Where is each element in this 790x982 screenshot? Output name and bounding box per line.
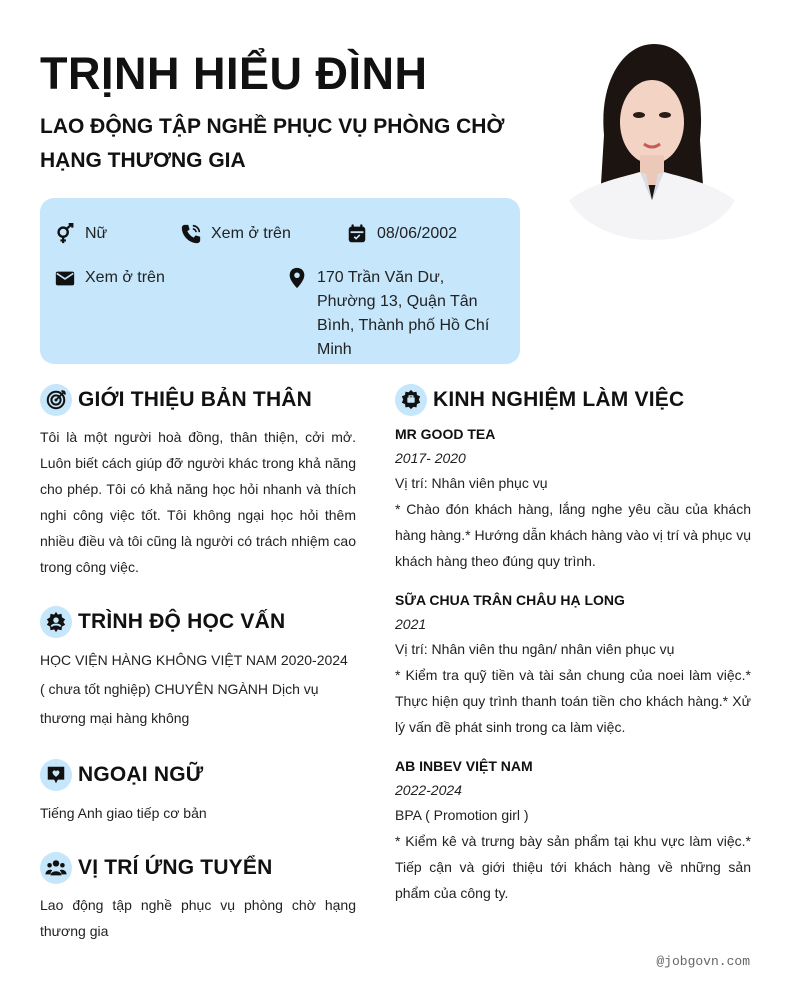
envelope-icon bbox=[54, 267, 76, 289]
job-company: MR GOOD TEA bbox=[395, 426, 496, 442]
location-pin-icon bbox=[286, 267, 308, 289]
footer-credit: @jobgovn.com bbox=[656, 954, 750, 969]
phone-item bbox=[180, 222, 291, 246]
language-section bbox=[40, 759, 356, 828]
email-item bbox=[54, 266, 165, 290]
chat-heart-icon bbox=[40, 759, 72, 791]
job-title: LAO ĐỘNG TẬP NGHỀ PHỤC VỤ PHÒNG CHỜ HẠNG THƯƠNG GIA bbox=[40, 115, 505, 172]
job-time: 2022-2024 bbox=[395, 782, 462, 798]
gender-item bbox=[54, 222, 107, 246]
job-time: 2017- 2020 bbox=[395, 450, 466, 466]
experience-heading: KINH NGHIỆM LÀM VIỆC bbox=[433, 388, 685, 411]
job-description: * Kiểm kê và trưng bày sản phẩm tại khu vực làm việc.* Tiếp cận và giới thiệu tới khách hàng về những sản phẩm của công ty. bbox=[395, 833, 751, 901]
job-role: Vị trí: Nhân viên phục vụ bbox=[395, 475, 548, 491]
gender-icon bbox=[54, 223, 76, 245]
profile-photo bbox=[564, 40, 740, 240]
work-badge-icon bbox=[395, 384, 427, 416]
target-icon bbox=[40, 384, 72, 416]
address-item bbox=[286, 266, 506, 362]
about-text: Tôi là một người hoà đồng, thân thiện, cởi mở. Luôn biết cách giúp đỡ người khác trong khả năng cho phép. Tôi có khả năng học hỏi nhanh và thích nghi công việc tốt. Tôi không ngại học hỏi thêm nhiều điều và tôi cũng là người có trách nhiệm cao trong công việc. bbox=[40, 429, 356, 575]
job-time: 2021 bbox=[395, 616, 427, 632]
birthday-value: 08/06/2002 bbox=[377, 225, 458, 242]
position-heading: VỊ TRÍ ỨNG TUYỂN bbox=[78, 856, 273, 879]
candidate-name: TRỊNH HIỂU ĐÌNH bbox=[40, 48, 428, 99]
people-icon bbox=[40, 852, 72, 884]
contact-info-box bbox=[40, 198, 520, 364]
job-entry bbox=[395, 422, 751, 574]
phone-value: Xem ở trên bbox=[211, 225, 291, 242]
job-company: SỮA CHUA TRÂN CHÂU HẠ LONG bbox=[395, 592, 625, 608]
position-text: Lao động tập nghề phục vụ phòng chờ hạng thương gia bbox=[40, 897, 356, 939]
about-section bbox=[40, 384, 356, 580]
calendar-icon bbox=[346, 223, 368, 245]
right-column bbox=[395, 384, 751, 920]
birthday-item bbox=[346, 222, 457, 246]
phone-icon bbox=[180, 223, 202, 245]
job-entry bbox=[395, 588, 751, 740]
education-heading: TRÌNH ĐỘ HỌC VẤN bbox=[78, 610, 286, 633]
job-role: BPA ( Promotion girl ) bbox=[395, 807, 529, 823]
position-section bbox=[40, 852, 356, 944]
about-heading: GIỚI THIỆU BẢN THÂN bbox=[78, 388, 313, 411]
education-section bbox=[40, 606, 356, 733]
job-description: * Chào đón khách hàng, lắng nghe yêu cầu của khách hàng hàng.* Hướng dẫn khách hàng vào vị trí và phục vụ khách hàng theo đúng quy trình. bbox=[395, 501, 751, 569]
address-value: 170 Trần Văn Dư, Phường 13, Quận Tân Bình, Thành phố Hồ Chí Minh bbox=[317, 269, 490, 358]
job-company: AB INBEV VIỆT NAM bbox=[395, 758, 533, 774]
job-description: * Kiểm tra quỹ tiền và tài sản chung của noei làm việc.* Thực hiện quy trình thanh toán tiền cho khách hàng.* Xử lý vấn đề phát sinh trong ca làm việc. bbox=[395, 667, 751, 735]
gender-value: Nữ bbox=[85, 225, 108, 242]
left-column bbox=[40, 384, 356, 944]
education-text: HỌC VIỆN HÀNG KHÔNG VIỆT NAM 2020-2024 ( chưa tốt nghiệp) CHUYÊN NGÀNH Dịch vụ thương mại hàng không bbox=[40, 652, 348, 726]
language-heading: NGOẠI NGỮ bbox=[78, 763, 204, 786]
job-role: Vị trí: Nhân viên thu ngân/ nhân viên phục vụ bbox=[395, 641, 675, 657]
job-entry bbox=[395, 754, 751, 906]
education-gear-icon bbox=[40, 606, 72, 638]
language-text: Tiếng Anh giao tiếp cơ bản bbox=[40, 805, 207, 821]
email-value: Xem ở trên bbox=[85, 269, 165, 286]
